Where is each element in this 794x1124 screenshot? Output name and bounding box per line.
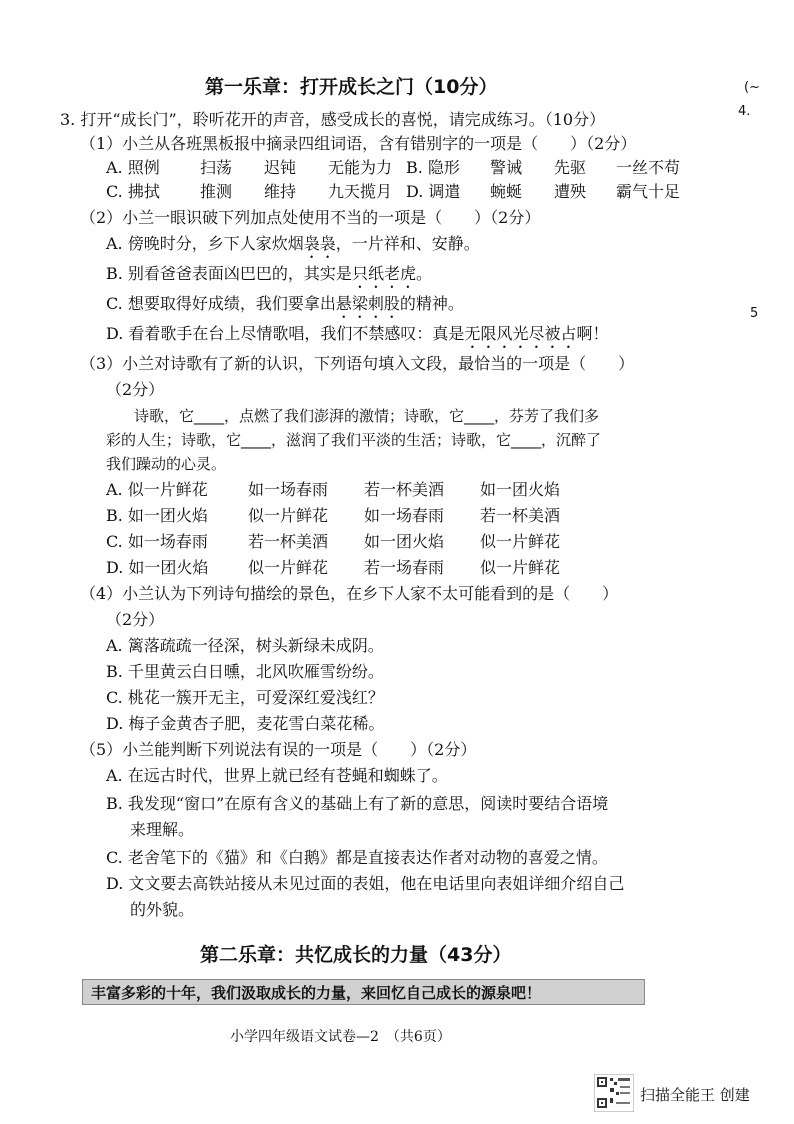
q3-5-option-d-line1: D. 文文要去高铁站接从未见过面的表姐，他在电话里向表姐详细介绍自己 [106,874,625,893]
q3-5-option-b-line1: B. 我发现“窗口”在原有含义的基础上有了新的意思，阅读时要结合语境 [106,794,609,813]
dotted-text: 悬梁刺股 [335,294,400,313]
word: 警诫 [490,158,523,177]
word: 一丝不苟 [616,158,681,177]
q3-1-stem: （1）小兰从各班黑板报中摘录四组词语，含有错别字的一项是（ ）（2分） [80,134,637,153]
q3-4-option-d: D. 梅子金黄杏子肥，麦花雪白菜花稀。 [106,714,385,733]
q3-3-passage-3: 我们躁动的心灵。 [106,455,227,473]
margin-note-4: 4. [738,104,751,119]
word: 迟钝 [264,158,297,177]
margin-note-top: (~ [744,80,760,95]
q3-4-option-a: A. 篱落疏疏一径深，树头新绿未成阴。 [106,636,384,655]
q3-2-option-b [106,264,432,292]
page-footer: 小学四年级语文试卷—2 （共6页） [230,1029,451,1045]
q3-2-option-a [106,234,480,262]
phrase: 若一杯美酒 [364,480,445,499]
word: D. 调遣 [406,182,461,201]
section1-title: 第一乐章：打开成长之门（10分） [205,76,498,98]
q3-5-option-a: A. 在远古时代，世界上就已经有苍蝇和蜘蛛了。 [106,766,448,785]
text: D. 看着歌手在台上尽情歌唱，我们不禁感叹：真是 [106,324,465,343]
section2-banner [82,979,645,1005]
dotted-text: 袅袅 [303,234,336,253]
text: B. 别看爸爸表面凶巴巴的，其实是 [106,264,352,283]
phrase: 如一场春雨 [248,480,329,499]
text: 啊！ [576,324,609,343]
q3-5-option-c: C. 老舍笔下的《猫》和《白鹅》都是直接表达作者对动物的喜爱之情。 [106,848,608,867]
dotted-text: 无限风光尽被占 [464,324,577,343]
phrase: 如一团火焰 [480,480,561,499]
q3-4-score: （2分） [106,610,165,629]
word: 遭殃 [554,182,587,201]
phrase: 若一场春雨 [364,558,445,577]
word: 蜿蜒 [490,182,523,201]
q3-4-stem: （4）小兰认为下列诗句描绘的景色，在乡下人家不太可能看到的是（ ） [80,584,619,603]
phrase: 似一片鲜花 [248,506,329,525]
phrase: 如一场春雨 [364,506,445,525]
phrase: 若一杯美酒 [480,506,561,525]
phrase: A. 似一片鲜花 [106,480,208,499]
q3-4-option-b: B. 千里黄云白日曛，北风吹雁雪纷纷。 [106,662,384,681]
text: C. 想要取得好成绩，我们要拿出 [106,294,336,313]
text: 。 [415,264,432,283]
q3-5-option-d-line2: 的外貌。 [130,900,195,919]
q3-2-stem: （2）小兰一眼识破下列加点处使用不当的一项是（ ）（2分） [80,208,541,227]
word: 扫荡 [200,158,233,177]
banner-text: 丰富多彩的十年，我们汲取成长的力量，来回忆自己成长的源泉吧！ [91,984,542,1002]
word: 先驱 [554,158,587,177]
phrase: B. 如一团火焰 [106,506,208,525]
q3-3-score: （2分） [106,380,165,399]
phrase: D. 如一团火焰 [106,558,209,577]
word: C. 拂拭 [106,182,160,201]
text: A. 傍晚时分，乡下人家炊烟 [106,234,304,253]
dotted-text: 只纸老虎 [351,264,416,283]
phrase: 似一片鲜花 [480,532,561,551]
q3-3-passage-1: 诗歌，它____，点燃了我们澎湃的激情；诗歌，它____，芬芳了我们多 [134,407,600,425]
word: 维持 [264,182,297,201]
q3-4-option-c: C. 桃花一簇开无主，可爱深红爱浅红？ [106,688,384,707]
text: 的精神。 [399,294,464,313]
phrase: 似一片鲜花 [248,558,329,577]
text: ，一片祥和、安静。 [335,234,480,253]
word: 霸气十足 [616,182,681,201]
word: 九天揽月 [328,182,393,201]
word: 推测 [200,182,233,201]
section2-title: 第二乐章：共忆成长的力量（43分） [200,944,512,966]
word: B. 隐形 [406,158,460,177]
word: A. 照例 [106,158,160,177]
q3-3-stem: （3）小兰对诗歌有了新的认识，下列语句填入文段，最恰当的一项是（ ） [80,354,635,373]
phrase: C. 如一场春雨 [106,532,208,551]
q3-5-option-b-line2: 来理解。 [130,820,195,839]
margin-note-5: 5 [750,306,759,321]
scanner-watermark-text: 扫描全能王 创建 [640,1086,750,1104]
q3-5-stem: （5）小兰能判断下列说法有误的一项是（ ）（2分） [80,740,477,759]
q3-2-option-d [106,324,608,352]
camscanner-logo-icon [594,1074,634,1112]
phrase: 似一片鲜花 [480,558,561,577]
word: 无能为力 [328,158,393,177]
q3-2-option-c [106,294,464,322]
phrase: 如一团火焰 [364,532,445,551]
q3-3-passage-2: 彩的人生；诗歌，它____，滋润了我们平淡的生活；诗歌，它____，沉醉了 [106,431,602,449]
phrase: 若一杯美酒 [248,532,329,551]
q3-stem: 3. 打开“成长门”，聆听花开的声音，感受成长的喜悦，请完成练习。（10分） [60,110,606,129]
